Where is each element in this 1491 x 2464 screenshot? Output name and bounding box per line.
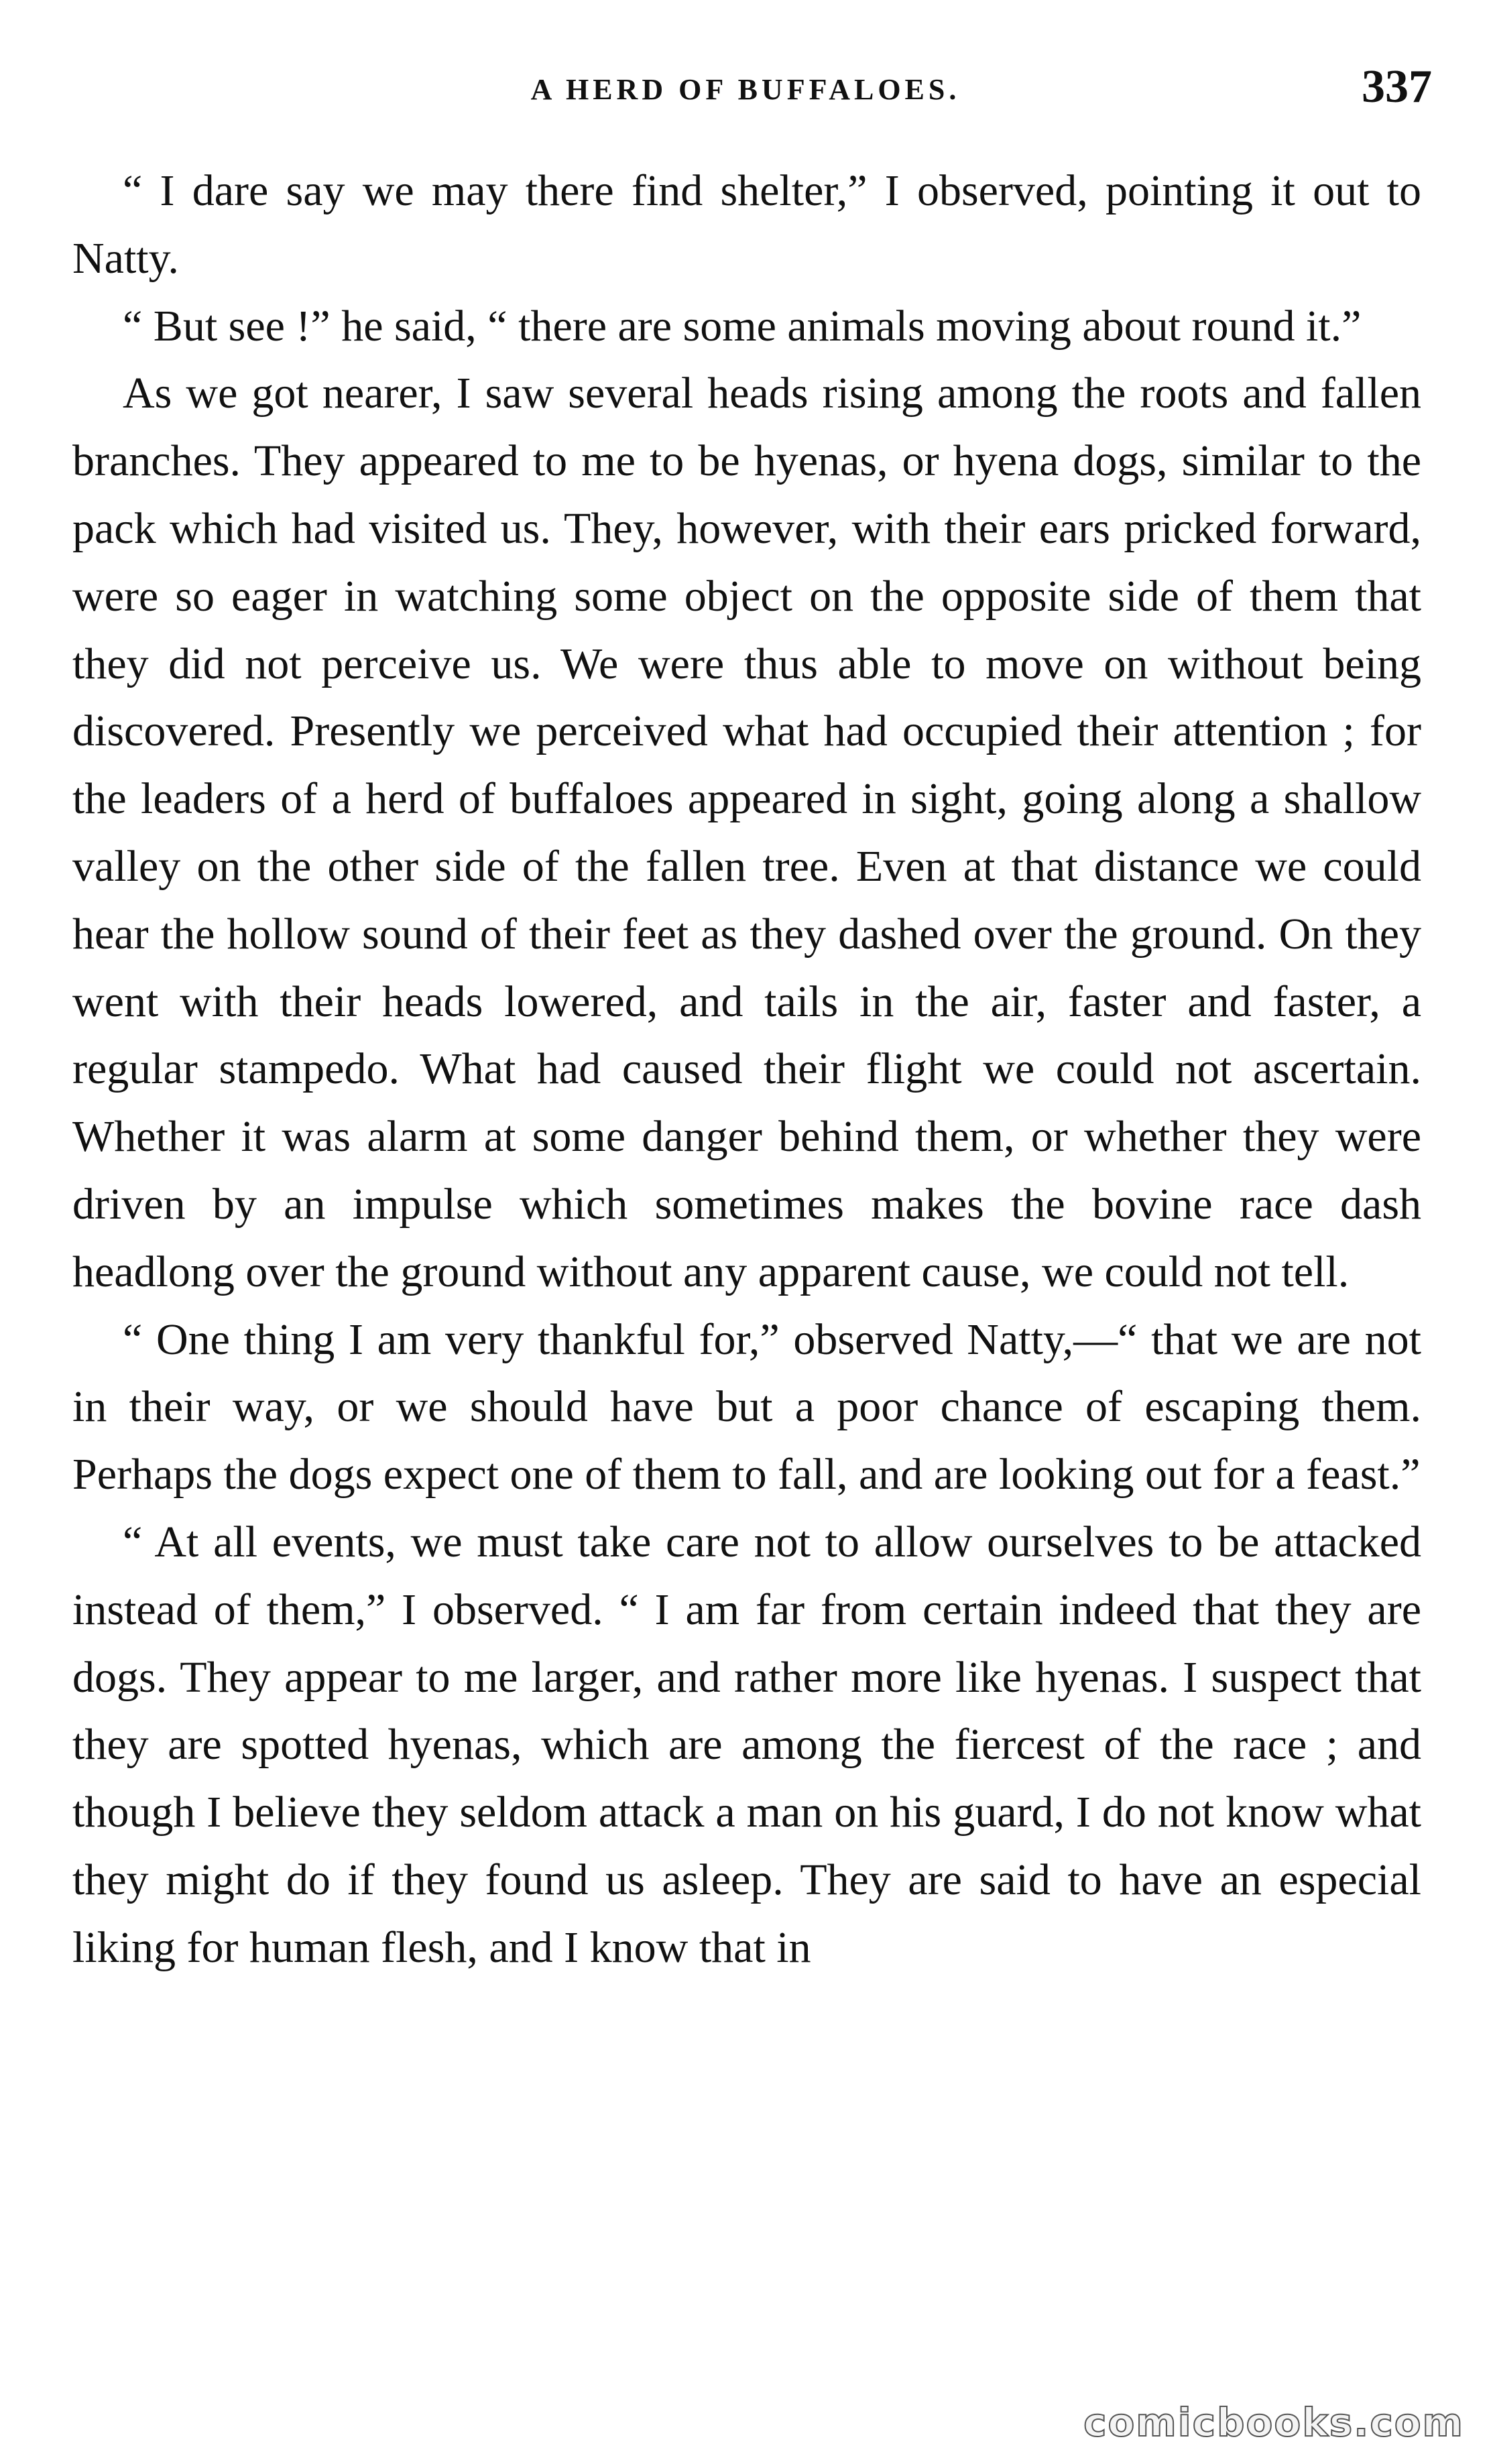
page-header: [0, 60, 1491, 141]
paragraph: “ One thing I am very thankful for,” observed Natty,—“ that we are not in their way, or we should have but a poor chance of escaping them. Perhaps the dogs expect one of them to fall, and are looking out for a feast.”: [72, 1314, 1421, 1499]
paragraph: “ I dare say we may there find shelter,” I observed, pointing it out to Natty.: [72, 166, 1421, 283]
paragraph: As we got nearer, I saw several heads rising among the roots and fallen branches. They appeared to me to be hyenas, or hyena dogs, similar to the pack which had visited us. They, however, with their ears pricked forward, were so eager in watching some object on the opposite side of them that they did not perceive us. We were thus able to move on without being discovered. Presently we perceived what had occupied their attention ; for the leaders of a herd of buffaloes appeared in sight, going along a shallow valley on the other side of the fallen tree. Even at that distance we could hear the hollow sound of their feet as they dashed over the ground. On they went with their heads lowered, and tails in the air, faster and faster, a regular stampedo. What had caused their flight we could not ascertain. Whether it was alarm at some danger behind them, or whether they were driven by an impulse which sometimes makes the bovine race dash headlong over the ground without any apparent cause, we could not tell.: [72, 369, 1421, 1296]
page-number: 337: [1362, 61, 1432, 113]
running-head: A HERD OF BUFFALOES.: [530, 73, 961, 106]
paragraph: “ But see !” he said, “ there are some animals moving about round it.”: [123, 301, 1362, 351]
watermark: comicbooks.com: [1083, 2400, 1464, 2445]
body-text: [72, 158, 1421, 1982]
paragraph: “ At all events, we must take care not to allow ourselves to be attacked instead of them,” I observed. “ I am far from certain indeed that they are dogs. They appear to me larger, and rather more like hyenas. I suspect that they are spotted hyenas, which are among the fiercest of the race ; and though I believe they seldom attack a man on his guard, I do not know what they might do if they found us asleep. They are said to have an especial liking for human flesh, and I know that in: [72, 1517, 1421, 1972]
